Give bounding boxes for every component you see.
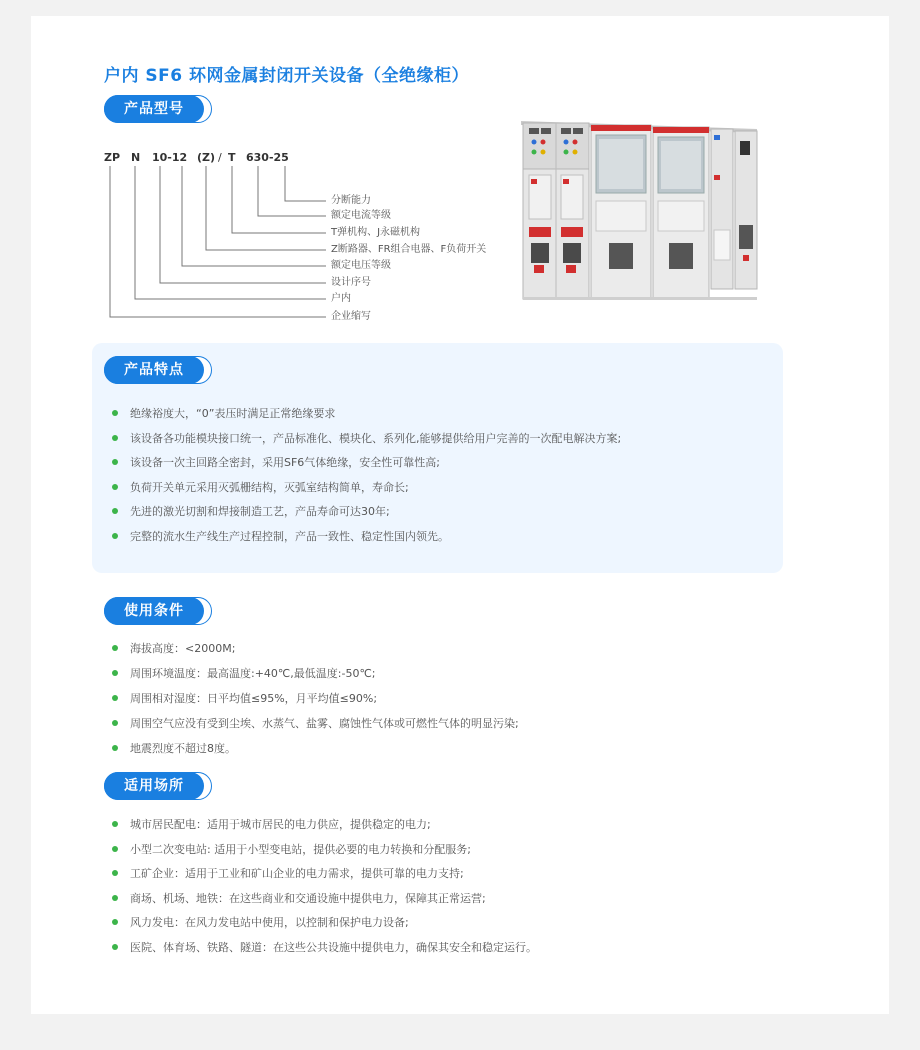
bullet-icon xyxy=(112,944,118,950)
bullet-icon xyxy=(112,846,118,852)
section-title: 产品特点 xyxy=(104,356,204,384)
list-item: 地震烈度不超过8度。 xyxy=(112,740,519,765)
legend-company-abbr: 企业缩写 xyxy=(331,311,371,322)
list-item: 该设备各功能模块接口统一，产品标准化、模块化、系列化,能够提供给用户完善的一次配电解决方案; xyxy=(112,430,621,455)
legend-breaking-capacity: 分断能力 xyxy=(331,195,371,206)
list-item: 医院、体育场、铁路、隧道：在这些公共设施中提供电力，确保其安全和稳定运行。 xyxy=(112,939,537,964)
applications-list xyxy=(112,816,537,963)
bullet-icon xyxy=(112,821,118,827)
list-item: 先进的激光切割和焊接制造工艺，产品寿命可达30年; xyxy=(112,503,621,528)
bullet-icon xyxy=(112,745,118,751)
bullet-icon xyxy=(112,508,118,514)
bullet-icon xyxy=(112,695,118,701)
list-item: 风力发电：在风力发电站中使用，以控制和保护电力设备; xyxy=(112,914,537,939)
bullet-icon xyxy=(112,459,118,465)
list-item: 商场、机场、地铁：在这些商业和交通设施中提供电力，保障其正常运营; xyxy=(112,890,537,915)
list-item: 周围环境温度：最高温度:+40℃,最低温度:-50℃; xyxy=(112,665,519,690)
bullet-icon xyxy=(112,645,118,651)
list-item: 工矿企业：适用于工业和矿山企业的电力需求，提供可靠的电力支持; xyxy=(112,865,537,890)
bullet-icon xyxy=(112,484,118,490)
list-item: 绝缘裕度大，“0”表压时满足正常绝缘要求 xyxy=(112,405,621,430)
code-zp: ZP xyxy=(104,151,121,164)
page-title: 户内 SF6 环网金属封闭开关设备（全绝缘柜） xyxy=(104,66,470,86)
section-title: 适用场所 xyxy=(104,772,204,800)
conditions-list xyxy=(112,640,519,765)
list-item: 周围相对湿度：日平均值≤95%，月平均值≤90%; xyxy=(112,690,519,715)
list-item: 小型二次变电站: 适用于小型变电站，提供必要的电力转换和分配服务; xyxy=(112,841,537,866)
code-type: (Z) xyxy=(197,151,216,164)
switchgear-cabinet-image xyxy=(519,115,759,302)
model-connector-lines xyxy=(0,0,920,330)
legend-rated-voltage: 额定电压等级 xyxy=(331,260,391,271)
bullet-icon xyxy=(112,895,118,901)
section-heading-conditions xyxy=(104,597,212,625)
legend-mechanism: T弹机构、J永磁机构 xyxy=(331,227,421,238)
legend-rated-current: 额定电流等级 xyxy=(331,210,391,221)
legend-indoor: 户内 xyxy=(331,293,351,304)
bullet-icon xyxy=(112,919,118,925)
code-voltage: 10-12 xyxy=(152,151,188,164)
code-rating: 630-25 xyxy=(246,151,289,164)
features-list xyxy=(112,405,621,552)
section-heading-features xyxy=(104,356,212,384)
section-title: 使用条件 xyxy=(104,597,204,625)
code-slash: / xyxy=(218,151,222,164)
bullet-icon xyxy=(112,410,118,416)
code-mech: T xyxy=(228,151,236,164)
list-item: 完整的流水生产线生产过程控制，产品一致性、稳定性国内领先。 xyxy=(112,528,621,553)
legend-design-serial: 设计序号 xyxy=(331,277,371,288)
bullet-icon xyxy=(112,670,118,676)
bullet-icon xyxy=(112,435,118,441)
legend-switch-type: Z断路器、FR组合电器、F负荷开关 xyxy=(331,244,487,255)
list-item: 周围空气应没有受到尘埃、水蒸气、盐雾、腐蚀性气体或可燃性气体的明显污染; xyxy=(112,715,519,740)
list-item: 城市居民配电：适用于城市居民的电力供应，提供稳定的电力; xyxy=(112,816,537,841)
bullet-icon xyxy=(112,533,118,539)
code-n: N xyxy=(131,151,141,164)
bullet-icon xyxy=(112,720,118,726)
list-item: 该设备一次主回路全密封，采用SF6气体绝缘，安全性可靠性高; xyxy=(112,454,621,479)
section-heading-applications xyxy=(104,772,212,800)
list-item: 海拔高度：<2000M; xyxy=(112,640,519,665)
section-title: 产品型号 xyxy=(104,95,204,123)
list-item: 负荷开关单元采用灭弧栅结构，灭弧室结构简单，寿命长; xyxy=(112,479,621,504)
bullet-icon xyxy=(112,870,118,876)
